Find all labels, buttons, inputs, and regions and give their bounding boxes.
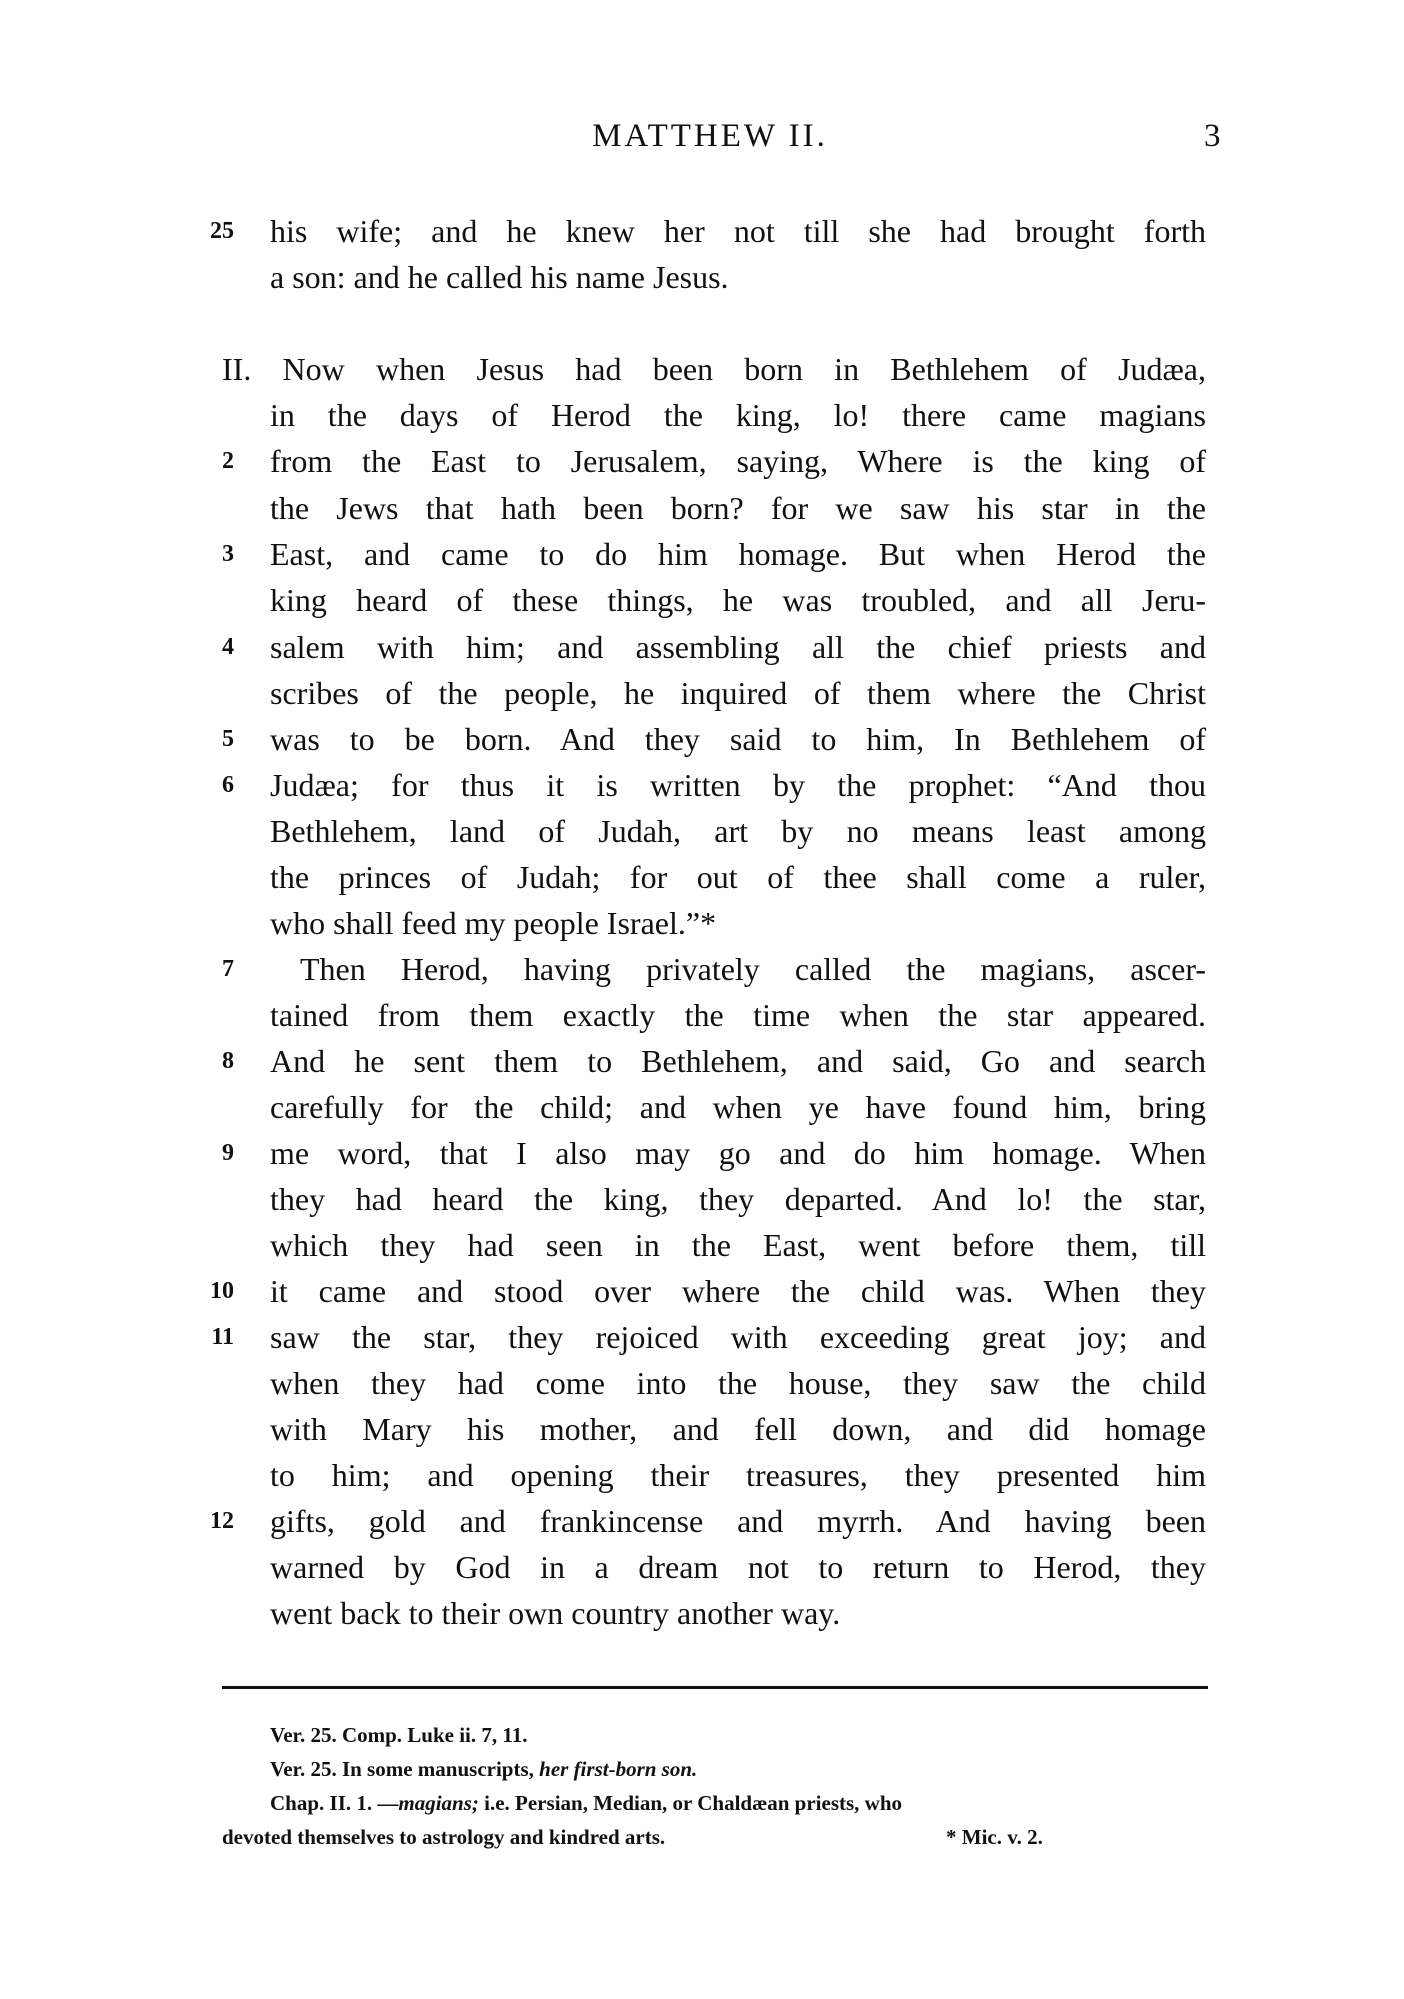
text-line: Judæa; for thus it is written by the prophet: “And thou [270, 767, 1206, 803]
verse-number: 7 [222, 956, 234, 982]
text-line: king heard of these things, he was troubled, and all Jeru- [270, 582, 1206, 618]
text-line: Then Herod, having privately called the magians, ascer- [300, 951, 1206, 987]
text-line: they had heard the king, they departed. And lo! the star, [270, 1181, 1206, 1217]
text-line: Bethlehem, land of Judah, art by no means least among [270, 813, 1206, 849]
page-number: 3 [1204, 118, 1221, 154]
text-line: me word, that I also may go and do him homage. When [270, 1135, 1206, 1171]
text-line: who shall feed my people Israel.”* [270, 905, 717, 941]
text-line: the Jews that hath been born? for we saw his star in the [270, 490, 1206, 526]
text-line: And he sent them to Bethlehem, and said, Go and search [270, 1043, 1206, 1079]
text-line: tained from them exactly the time when the star appeared. [270, 997, 1206, 1033]
verse-number: 8 [222, 1048, 234, 1074]
running-head [0, 118, 1404, 158]
verse-number: 25 [210, 218, 234, 244]
footnote-continuation: devoted themselves to astrology and kindred arts. [222, 1825, 666, 1849]
text-line: gifts, gold and frankincense and myrrh. And having been [270, 1503, 1206, 1539]
verse-number: 2 [222, 448, 234, 474]
text-line: to him; and opening their treasures, they presented him [270, 1457, 1206, 1493]
text-line: went back to their own country another way. [270, 1595, 841, 1631]
text-line: from the East to Jerusalem, saying, Where is the king of [270, 443, 1206, 479]
verse-number: 9 [222, 1140, 234, 1166]
text-line: East, and came to do him homage. But when Herod the [270, 536, 1206, 572]
footnote-italic: her first-born son. [539, 1757, 698, 1781]
text-line: in the days of Herod the king, lo! there came magians [270, 397, 1206, 433]
page-title: MATTHEW II. [592, 118, 828, 154]
verse-number: 6 [222, 772, 234, 798]
footnote: Ver. 25. Comp. Luke ii. 7, 11. [270, 1723, 528, 1747]
verse-number: 12 [210, 1508, 234, 1534]
verse-number: 4 [222, 634, 234, 660]
text-line: carefully for the child; and when ye have found him, bring [270, 1089, 1206, 1125]
footnote-italic: magians; [398, 1791, 479, 1815]
text-line: the princes of Judah; for out of thee shall come a ruler, [270, 859, 1206, 895]
chapter-opening-line: II. Now when Jesus had been born in Bethlehem of Judæa, [222, 351, 1206, 387]
verse-number: 10 [210, 1278, 234, 1304]
footnote [270, 1754, 697, 1784]
verse-number: 3 [222, 541, 234, 567]
text-line: which they had seen in the East, went before them, till [270, 1227, 1206, 1263]
verse-number: 5 [222, 726, 234, 752]
text-line: it came and stood over where the child was. When they [270, 1273, 1206, 1309]
text-line: when they had come into the house, they saw the child [270, 1365, 1206, 1401]
verse-number: 11 [211, 1324, 234, 1350]
text-line: salem with him; and assembling all the chief priests and [270, 629, 1206, 665]
text-line: scribes of the people, he inquired of them where the Christ [270, 675, 1206, 711]
text-line: saw the star, they rejoiced with exceeding great joy; and [270, 1319, 1206, 1355]
text-line: was to be born. And they said to him, In Bethlehem of [270, 721, 1206, 757]
text-line: his wife; and he knew her not till she had brought forth [270, 213, 1206, 249]
text-line: a son: and he called his name Jesus. [270, 259, 729, 295]
text-line: warned by God in a dream not to return to Herod, they [270, 1549, 1206, 1585]
footnote [270, 1788, 902, 1818]
footnote-text: Chap. II. 1. — [270, 1791, 399, 1815]
footnote-text: i.e. Persian, Median, or Chaldæan priests, who [484, 1791, 903, 1815]
footnote-text: Ver. 25. In some manuscripts, [270, 1757, 534, 1781]
text-line: with Mary his mother, and fell down, and did homage [270, 1411, 1206, 1447]
footnote-citation: * Mic. v. 2. [946, 1825, 1043, 1849]
footnote-rule [222, 1686, 1208, 1689]
